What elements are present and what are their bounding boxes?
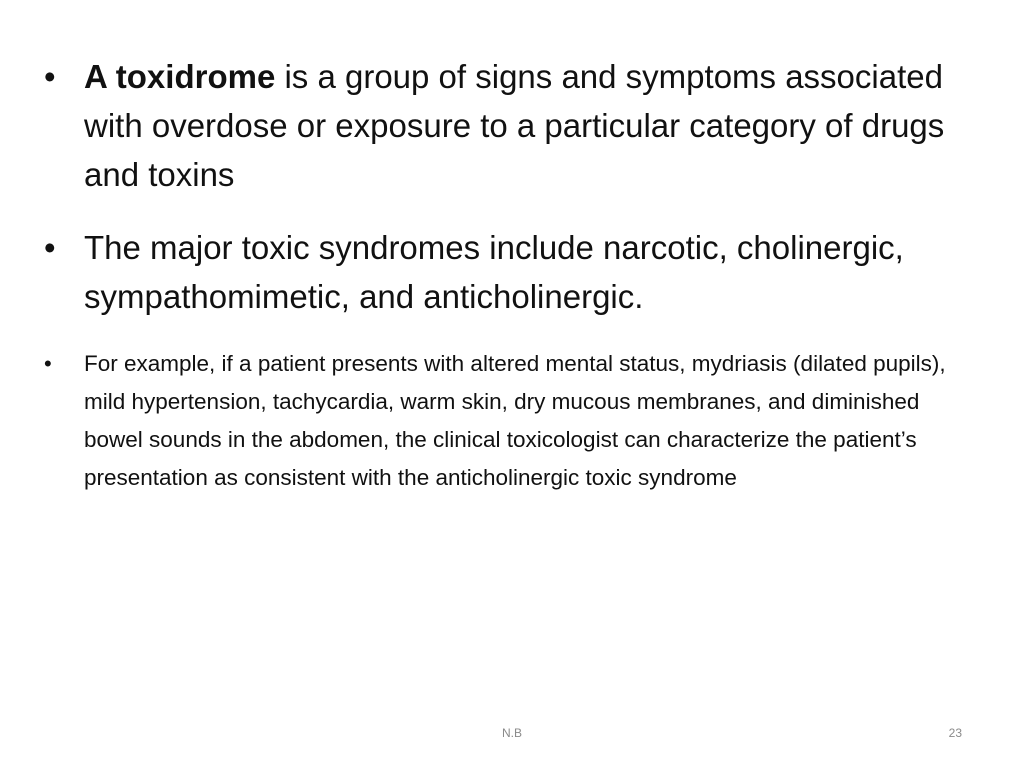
bullet-toxidrome-definition xyxy=(40,52,980,199)
bullet-text: The major toxic syndromes include narcotic, cholinergic, sympathomimetic, and anticholinergic. xyxy=(84,229,904,315)
footer-page-number: 23 xyxy=(948,726,962,740)
bullet-dot-icon: • xyxy=(44,351,52,376)
bullet-text: For example, if a patient presents with altered mental status, mydriasis (dilated pupils), mild hypertension, tachycardia, warm skin, dry mucous membranes, and diminished bowel sounds in the abdomen, the clinical toxicologist can characterize the patient’s presentation as consistent with the anticholinergic toxic syndrome xyxy=(84,351,946,490)
bullet-text: is a group of signs and symptoms associated with overdose or exposure to a particular category of drugs and toxins xyxy=(84,58,945,193)
bullet-example xyxy=(40,345,980,497)
bullet-dot-icon: • xyxy=(44,229,56,266)
footer-author: N.B xyxy=(501,726,522,740)
slide-content xyxy=(40,52,980,497)
bullet-bold-lead: A toxidrome xyxy=(84,58,276,95)
bullet-major-syndromes xyxy=(40,223,980,321)
bullet-dot-icon: • xyxy=(44,58,56,95)
